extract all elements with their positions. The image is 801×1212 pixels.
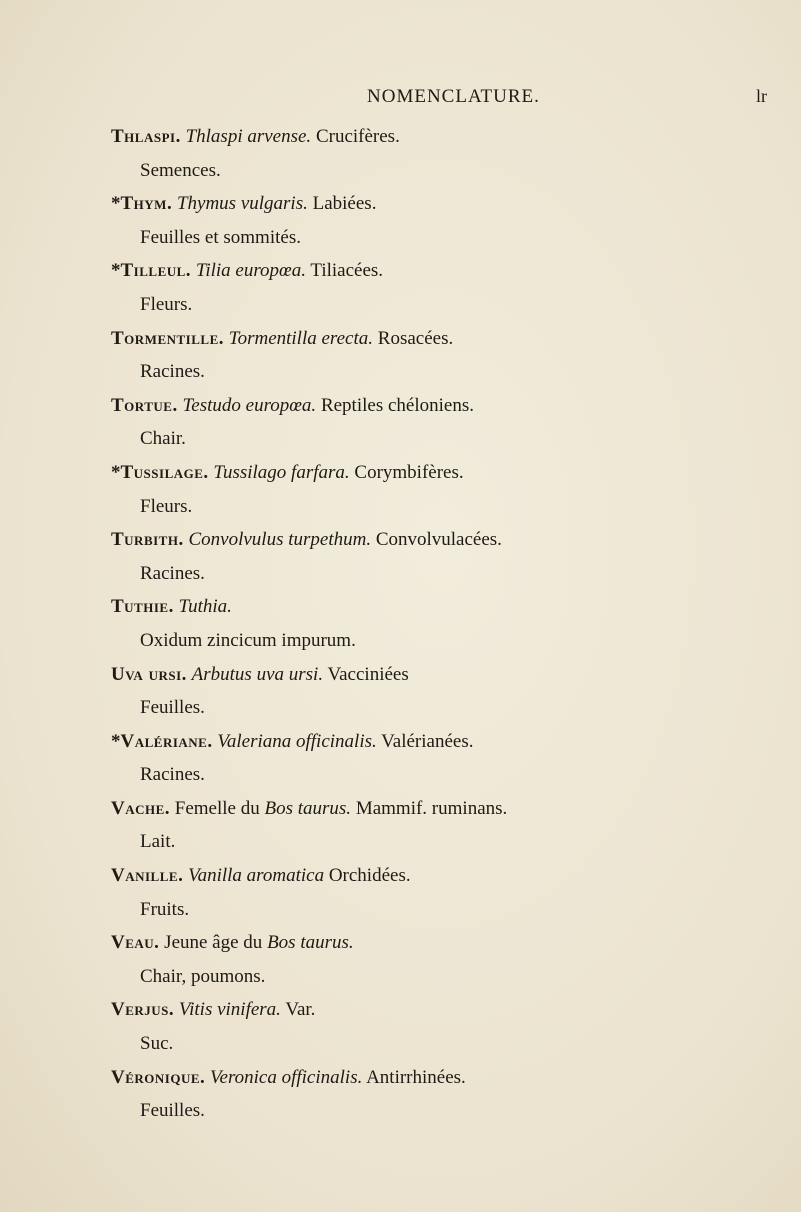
entry-prefix: Femelle du [174,797,260,819]
entry-part-line [0,825,801,859]
asterisk-marker: * [111,260,121,282]
entry-latin-name: Arbutus uva ursi. [191,663,324,685]
entry-heading-line [0,120,801,154]
entry-latin-name: Vanilla aromatica [188,865,325,887]
page-header [0,86,801,116]
entry-part-used: Suc. [140,1033,174,1055]
entry-part-used: Lait. [140,831,176,853]
entry-latin-name: Testudo europœa. [182,394,317,416]
entry-family: Antirrhinées. [366,1066,466,1088]
entry-part-used: Oxidum zincicum impurum. [140,629,356,651]
entry-heading-line [0,389,801,423]
entry-part-used: Feuilles. [140,1100,205,1122]
entry-heading-line [0,993,801,1027]
nomenclature-entry [0,590,801,657]
asterisk-marker: * [111,730,121,752]
entry-part-used: Chair. [140,428,186,450]
entry-head-word: Valériane. [120,730,213,752]
entry-heading-line [0,658,801,692]
nomenclature-entry [0,456,801,523]
entry-latin-name: Thymus vulgaris. [176,193,308,215]
entry-head-word: Verjus. [111,999,175,1021]
entry-latin-name: Convolvulus turpethum. [188,529,372,551]
nomenclature-entry [0,859,801,926]
entry-part-line [0,288,801,322]
entry-part-line [0,154,801,188]
nomenclature-entry [0,1061,801,1128]
entry-heading-line [0,1061,801,1095]
entry-head-word: Véronique. [111,1066,206,1088]
entry-latin-name: Valeriana officinalis. [217,730,377,752]
entry-part-line [0,758,801,792]
entry-family: Vacciniées [327,663,409,685]
entry-part-used: Racines. [140,361,205,383]
entry-part-line [0,624,801,658]
nomenclature-entry [0,187,801,254]
entry-heading-line [0,725,801,759]
entry-part-line [0,221,801,255]
nomenclature-entry [0,725,801,792]
entry-family: Tiliacées. [310,260,384,282]
entry-head-word: Tortue. [111,394,178,416]
nomenclature-entry [0,322,801,389]
nomenclature-entry [0,389,801,456]
entry-family: Convolvulacées. [375,529,502,551]
entry-part-line [0,1027,801,1061]
entry-part-used: Semences. [140,159,221,181]
entry-head-word: Tormentille. [111,327,224,349]
nomenclature-entry [0,926,801,993]
entry-heading-line [0,859,801,893]
entry-part-used: Racines. [140,764,205,786]
entry-part-line [0,422,801,456]
entry-family: Reptiles chéloniens. [320,394,474,416]
entry-head-word: Turbith. [111,529,184,551]
nomenclature-entry [0,993,801,1060]
entry-family: Var. [285,999,316,1021]
entry-heading-line [0,792,801,826]
nomenclature-list [0,120,801,1128]
asterisk-marker: * [111,193,121,215]
entry-latin-name: Bos taurus. [267,932,354,954]
entry-family: Labiées. [312,193,377,215]
page-number: lr [756,86,767,106]
entry-latin-name: Veronica officinalis. [210,1066,363,1088]
entry-head-word: Vache. [111,797,171,819]
entry-part-used: Feuilles et sommités. [140,226,301,248]
entry-latin-name: Bos taurus. [264,797,352,819]
entry-heading-line [0,254,801,288]
entry-family: Valérianées. [381,730,474,752]
entry-part-used: Fleurs. [140,495,193,517]
entry-latin-name: Vitis vinifera. [178,999,281,1021]
entry-latin-name: Tuthia. [178,596,232,618]
entry-family: Orchidées. [328,865,411,887]
entry-head-word: Thlaspi. [111,126,181,147]
entry-head-word: Veau. [111,932,160,954]
entry-heading-line [0,523,801,557]
entry-head-word: Tuthie. [111,596,174,618]
entry-head-word: Tussilage. [120,461,209,483]
entry-part-line [0,691,801,725]
running-title: NOMENCLATURE. [367,86,540,107]
entry-head-word: Vanille. [111,865,184,887]
entry-family: Rosacées. [377,327,454,349]
entry-part-used: Feuilles. [140,697,205,719]
entry-part-used: Fruits. [140,898,190,920]
entry-family: Mammif. ruminans. [355,797,508,819]
entry-family: Crucifères. [315,126,400,147]
entry-part-line [0,557,801,591]
nomenclature-entry [0,120,801,187]
entry-part-line [0,1094,801,1128]
entry-head-word: Uva ursi. [111,663,187,685]
entry-family: Corymbifères. [354,461,464,483]
entry-latin-name: Tilia europœa. [195,260,306,282]
entry-heading-line [0,926,801,960]
entry-part-line [0,355,801,389]
entry-head-word: Thym. [120,193,173,215]
entry-latin-name: Tormentilla erecta. [228,327,374,349]
nomenclature-entry [0,792,801,859]
entry-prefix: Jeune âge du [164,932,263,954]
nomenclature-entry [0,523,801,590]
entry-part-used: Chair, poumons. [140,965,266,987]
nomenclature-entry [0,254,801,321]
entry-part-line [0,960,801,994]
entry-part-line [0,893,801,927]
entry-part-used: Racines. [140,562,205,584]
entry-part-used: Fleurs. [140,293,193,315]
entry-heading-line [0,187,801,221]
entry-heading-line [0,322,801,356]
nomenclature-entry [0,658,801,725]
asterisk-marker: * [111,461,121,483]
entry-latin-name: Thlaspi arvense. [185,126,312,147]
entry-part-line [0,490,801,524]
entry-latin-name: Tussilago farfara. [213,461,350,483]
entry-heading-line [0,456,801,490]
entry-head-word: Tilleul. [120,260,192,282]
entry-heading-line [0,590,801,624]
